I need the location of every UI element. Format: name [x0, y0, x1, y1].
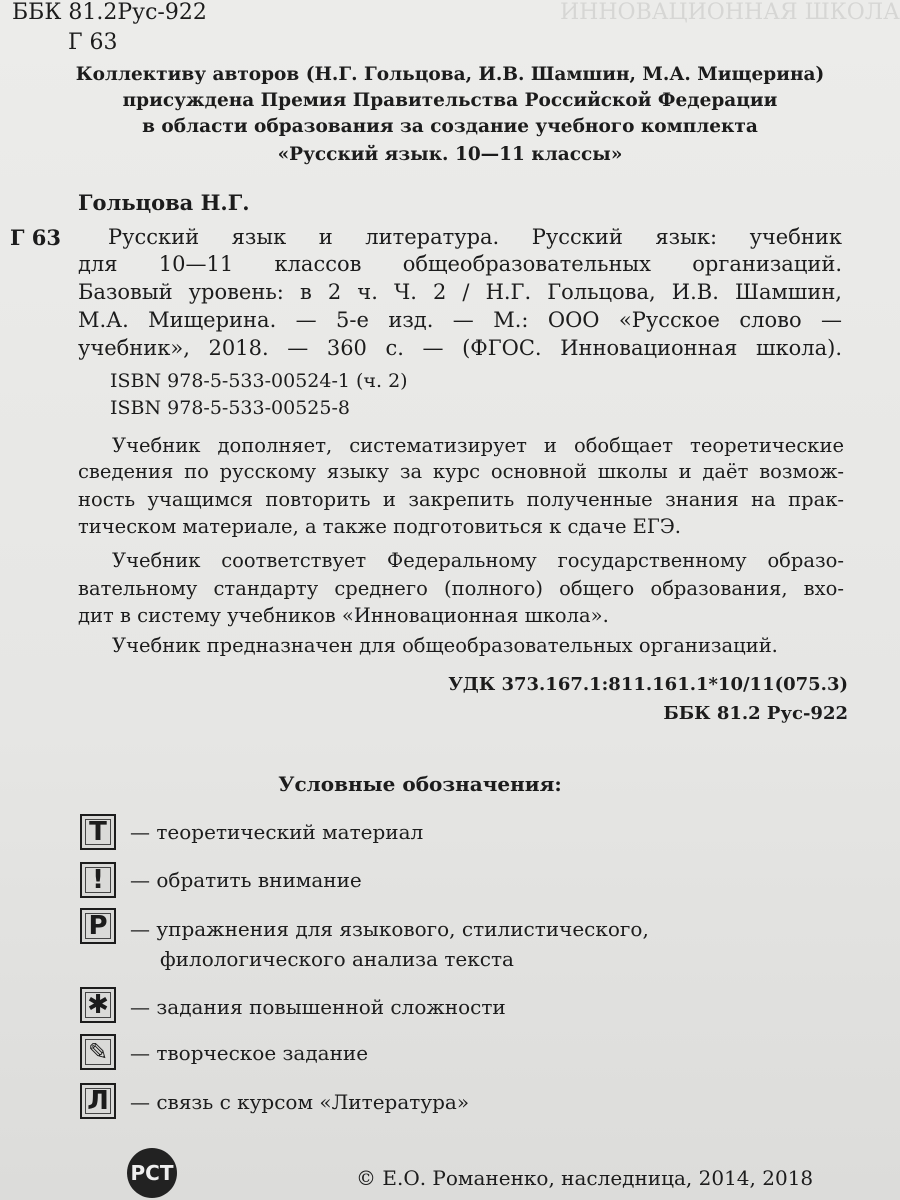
award-line-2: присуждена Премия Правительства Российской Федерации [122, 90, 778, 111]
isbn-set: ISBN 978-5-533-00525-8 [110, 397, 350, 419]
attention-icon: ! [80, 862, 116, 898]
legend-text-creative: — творческое задание [130, 1041, 369, 1065]
catalog-index: Г 63 [10, 225, 62, 250]
legend-text-exercise: — упражнения для языкового, стилистического, [130, 917, 649, 941]
certification-logo: РСТ [127, 1148, 177, 1198]
annotation-line-3: ность учащимся повторить и закрепить полученные знания на прак- [78, 488, 844, 511]
udk-code: УДК 373.167.1:811.161.1*10/11(075.3) [448, 674, 848, 695]
annotation-line-5: Учебник соответствует Федеральному государственному образо- [112, 549, 844, 572]
legend-text-attention: — обратить внимание [130, 868, 362, 892]
legend-text-hard: — задания повышенной сложности [130, 995, 506, 1019]
isbn-part: ISBN 978-5-533-00524-1 (ч. 2) [110, 370, 408, 392]
legend-title: Условные обозначения: [278, 772, 562, 796]
asterisk-icon: ✱ [80, 987, 116, 1023]
annotation-line-8: Учебник предназначен для общеобразовательных организаций. [112, 634, 778, 657]
exercise-icon: Р [80, 908, 116, 944]
bbk-code: ББК 81.2 Рус-922 [663, 703, 848, 724]
legend-text-literature: — связь с курсом «Литература» [130, 1090, 470, 1114]
pencil-icon: ✎ [80, 1034, 116, 1070]
award-line-3: в области образования за создание учебного комплекта [142, 116, 758, 137]
catalog-line-1: Русский язык и литература. Русский язык: учебник [108, 225, 842, 249]
bleed-through-text: ИННОВАЦИОННАЯ ШКОЛА [560, 0, 900, 25]
catalog-line-4: М.А. Мищерина. — 5-е изд. — М.: ООО «Русское слово — [78, 308, 842, 332]
catalog-line-2: для 10—11 классов общеобразовательных организаций. [78, 252, 842, 276]
catalog-line-5: учебник», 2018. — 360 с. — (ФГОС. Инновационная школа). [78, 336, 842, 360]
annotation-line-7: дит в систему учебников «Инновационная школа». [78, 604, 609, 627]
copyright-line: © Е.О. Романенко, наследница, 2014, 2018 [356, 1166, 814, 1190]
award-line-1: Коллективу авторов (Н.Г. Гольцова, И.В. Шамшин, М.А. Мищерина) [75, 64, 825, 85]
index-code-top: Г 63 [68, 30, 118, 55]
legend-text-theory: — теоретический материал [130, 820, 424, 844]
bbk-code-top: ББК 81.2Рус-922 [12, 0, 207, 25]
annotation-line-1: Учебник дополняет, систематизирует и обобщает теоретические [112, 434, 844, 457]
catalog-line-3: Базовый уровень: в 2 ч. Ч. 2 / Н.Г. Гольцова, И.В. Шамшин, [78, 280, 842, 304]
annotation-line-4: тическом материале, а также подготовиться к сдаче ЕГЭ. [78, 515, 681, 538]
legend-text-exercise-2: филологического анализа текста [160, 947, 514, 971]
catalog-author: Гольцова Н.Г. [78, 190, 250, 215]
literature-icon: Л [80, 1083, 116, 1119]
annotation-line-6: вательному стандарту среднего (полного) общего образования, вхо- [78, 577, 844, 600]
theory-icon: Т [80, 814, 116, 850]
annotation-line-2: сведения по русскому языку за курс основной школы и даёт возмож- [78, 460, 844, 483]
award-line-4: «Русский язык. 10—11 классы» [277, 144, 623, 165]
